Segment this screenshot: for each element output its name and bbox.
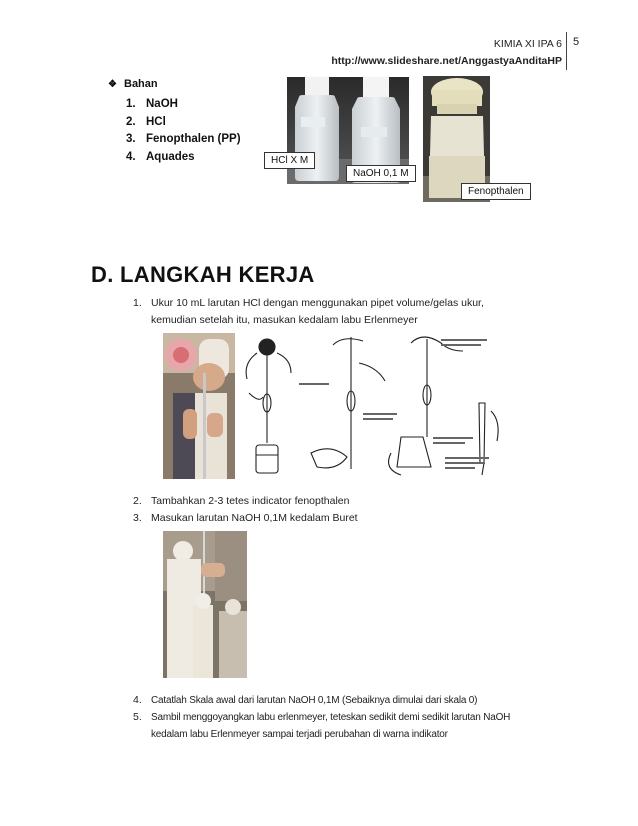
diamond-bullet-icon: ❖ [108,79,117,90]
header-divider [566,32,567,70]
fenopthalen-label: Fenopthalen [461,183,531,200]
header-url[interactable]: http://www.slideshare.net/AnggastyaAnditaHP [331,55,562,67]
list-item: 3. Fenopthalen (PP) [126,133,241,145]
step-4: 4. Catatlah Skala awal dari larutan NaOH 0,1M (Sebaiknya dimulai dari skala 0) [133,694,478,706]
list-item: 2. HCl [126,115,166,128]
list-item: 1. NaOH [126,98,178,110]
bahan-list [126,96,241,166]
step-3: 3. Masukan larutan NaOH 0,1M kedalam Buret [133,512,358,524]
bahan-heading [108,78,158,90]
list-item: 4. Aquades [126,150,195,163]
pipette-procedure-diagram [241,333,506,479]
students-buret-photo [163,531,247,678]
hcl-label: HCl X M [264,152,315,169]
naoh-label: NaOH 0,1 M [346,165,416,182]
bahan-heading-label: Bahan [124,78,158,90]
header-title: KIMIA XI IPA 6 [493,38,562,50]
student-pipette-photo [163,333,235,479]
step-1: 1. Ukur 10 mL larutan HCl dengan menggunakan pipet volume/gelas ukur, kemudian setelah itu, masukan kedalam labu Erlenmeyer [133,297,484,326]
section-title: D. LANGKAH KERJA [91,262,315,287]
page-number: 5 [573,36,580,48]
step-2: 2. Tambahkan 2-3 tetes indicator fenopthalen [133,495,350,507]
step-5: 5. Sambil menggoyangkan labu erlenmeyer, teteskan sedikit demi sedikit larutan NaOH kedalam labu Erlenmeyer sampai terjadi perubahan di warna indikator [133,711,511,740]
